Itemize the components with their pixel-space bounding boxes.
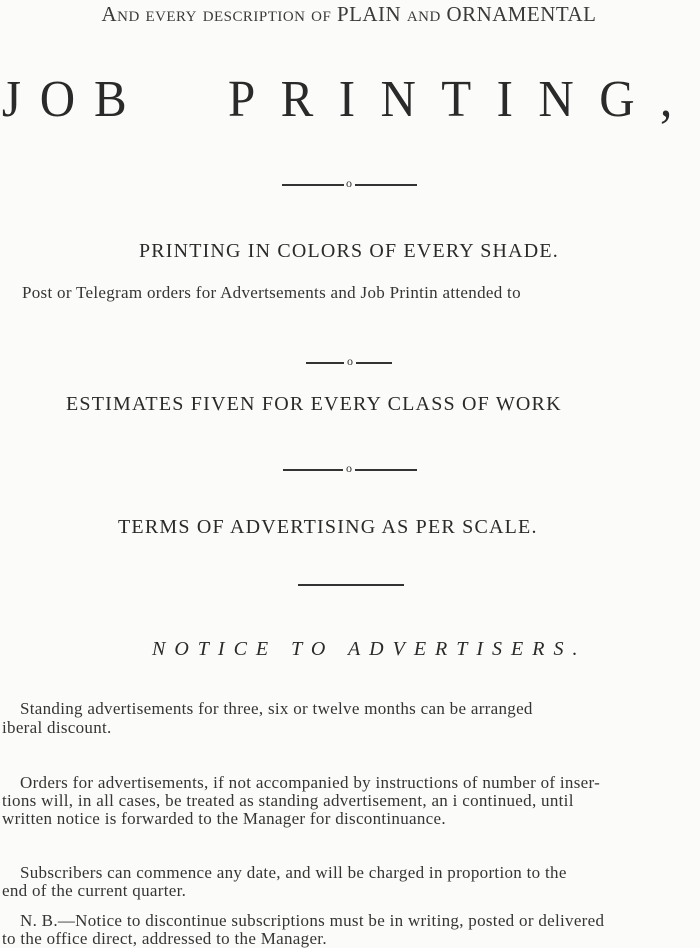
rule-marker: o: [347, 354, 353, 368]
orders-para-line-3: written notice is forwarded to the Manager for discontinuance.: [2, 809, 446, 828]
standing-line-1: Standing advertisements for three, six or twelve months can be arranged: [20, 699, 533, 718]
orders-para-line-1: Orders for advertisements, if not accompanied by instructions of number of inser-: [20, 773, 601, 792]
rule-marker: o: [346, 461, 352, 475]
intro-line: And every description of PLAIN and ORNAMENTAL: [101, 2, 597, 26]
divider-rule-1: [282, 176, 417, 190]
colors-heading: PRINTING IN COLORS OF EVERY SHADE.: [138, 240, 559, 262]
nb-line-2: to the office direct, addressed to the Manager.: [2, 929, 327, 948]
nb-line-1: N. B.—Notice to discontinue subscriptions must be in writing, posted or delivered: [20, 911, 605, 930]
subscribers-line-1: Subscribers can commence any date, and will be charged in proportion to the: [20, 863, 567, 882]
notice-heading: NOTICE TO ADVERTISERS.: [152, 638, 587, 660]
divider-rule-2: [306, 354, 392, 368]
divider-rule-4: [298, 580, 404, 590]
title-printing: PRINTING,: [227, 71, 698, 128]
standing-line-2: iberal discount.: [2, 718, 112, 737]
estimates-heading: ESTIMATES FIVEN FOR EVERY CLASS OF WORK: [66, 393, 562, 415]
subscribers-line-2: end of the current quarter.: [2, 881, 187, 900]
orders-line: Post or Telegram orders for Advertsements and Job Printin attended to: [22, 283, 521, 302]
terms-heading: TERMS OF ADVERTISING AS PER SCALE.: [118, 516, 538, 538]
divider-rule-3: [283, 461, 417, 475]
title-job: JOB: [1, 71, 146, 128]
orders-para-line-2: tions will, in all cases, be treated as standing advertisement, an i continued, until: [2, 791, 574, 810]
rule-marker: o: [346, 176, 352, 190]
